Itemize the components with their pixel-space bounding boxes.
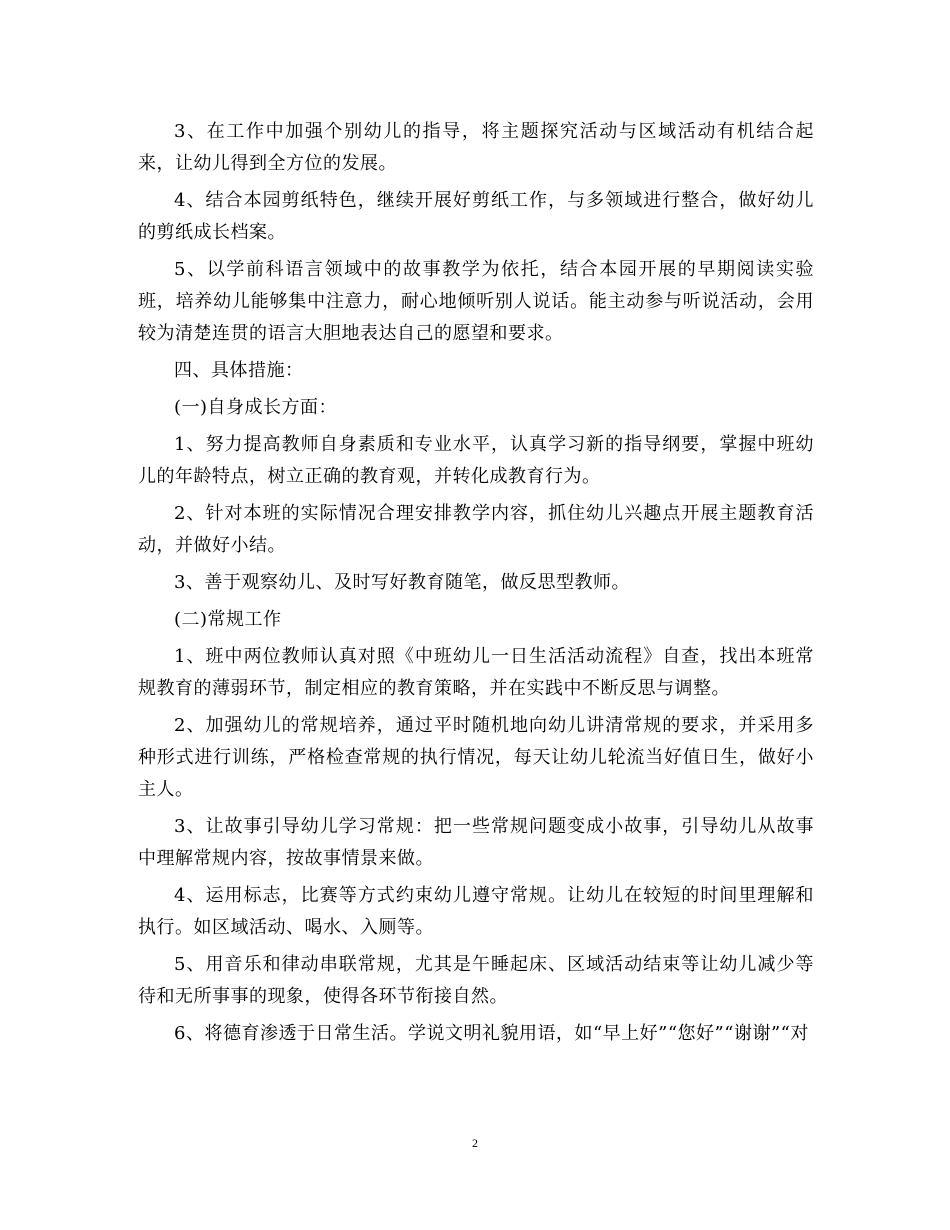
document-body — [138, 116, 814, 1055]
section-heading: 四、具体措施： — [174, 360, 304, 381]
paragraph: 5、用音乐和律动串联常规，尤其是午睡起床、区域活动结束等让幼儿减少等待和无所事事的现象，使得各环节衔接自然。 — [138, 954, 814, 1007]
paragraph: 6、将德育渗透于日常生活。学说文明礼貌用语，如“早上好”“您好”“谢谢”“对 — [174, 1023, 809, 1044]
paragraph: 3、在工作中加强个别幼儿的指导，将主题探究活动与区域活动有机结合起来，让幼儿得到全方位的发展。 — [138, 121, 814, 174]
paragraph: 2、加强幼儿的常规培养，通过平时随机地向幼儿讲清常规的要求，并采用多种形式进行训练，严格检查常规的执行情况，每天让幼儿轮流当好值日生，做好小主人。 — [138, 715, 814, 800]
page-number: 2 — [472, 1136, 478, 1150]
paragraph: 5、以学前科语言领域中的故事教学为依托，结合本园开展的早期阅读实验班，培养幼儿能够集中注意力，耐心地倾听别人说话。能主动参与听说活动，会用较为清楚连贯的语言大胆地表达自己的愿望和要求。 — [138, 259, 814, 344]
subsection-heading: (二)常规工作 — [174, 609, 282, 630]
paragraph: 4、结合本园剪纸特色，继续开展好剪纸工作，与多领域进行整合，做好幼儿的剪纸成长档案。 — [138, 190, 814, 243]
paragraph: 3、让故事引导幼儿学习常规：把一些常规问题变成小故事，引导幼儿从故事中理解常规内容，按故事情景来做。 — [138, 816, 814, 869]
paragraph: 3、善于观察幼儿、及时写好教育随笔，做反思型教师。 — [174, 572, 630, 593]
paragraph: 2、针对本班的实际情况合理安排教学内容，抓住幼儿兴趣点开展主题教育活动，并做好小结。 — [138, 503, 814, 556]
paragraph: 4、运用标志，比赛等方式约束幼儿遵守常规。让幼儿在较短的时间里理解和执行。如区域活动、喝水、入厕等。 — [138, 885, 814, 938]
subsection-heading: (一)自身成长方面： — [174, 397, 338, 418]
paragraph: 1、班中两位教师认真对照《中班幼儿一日生活活动流程》自查，找出本班常规教育的薄弱环节，制定相应的教育策略，并在实践中不断反思与调整。 — [138, 646, 814, 699]
paragraph: 1、努力提高教师自身素质和专业水平，认真学习新的指导纲要，掌握中班幼儿的年龄特点，树立正确的教育观，并转化成教育行为。 — [138, 434, 814, 487]
